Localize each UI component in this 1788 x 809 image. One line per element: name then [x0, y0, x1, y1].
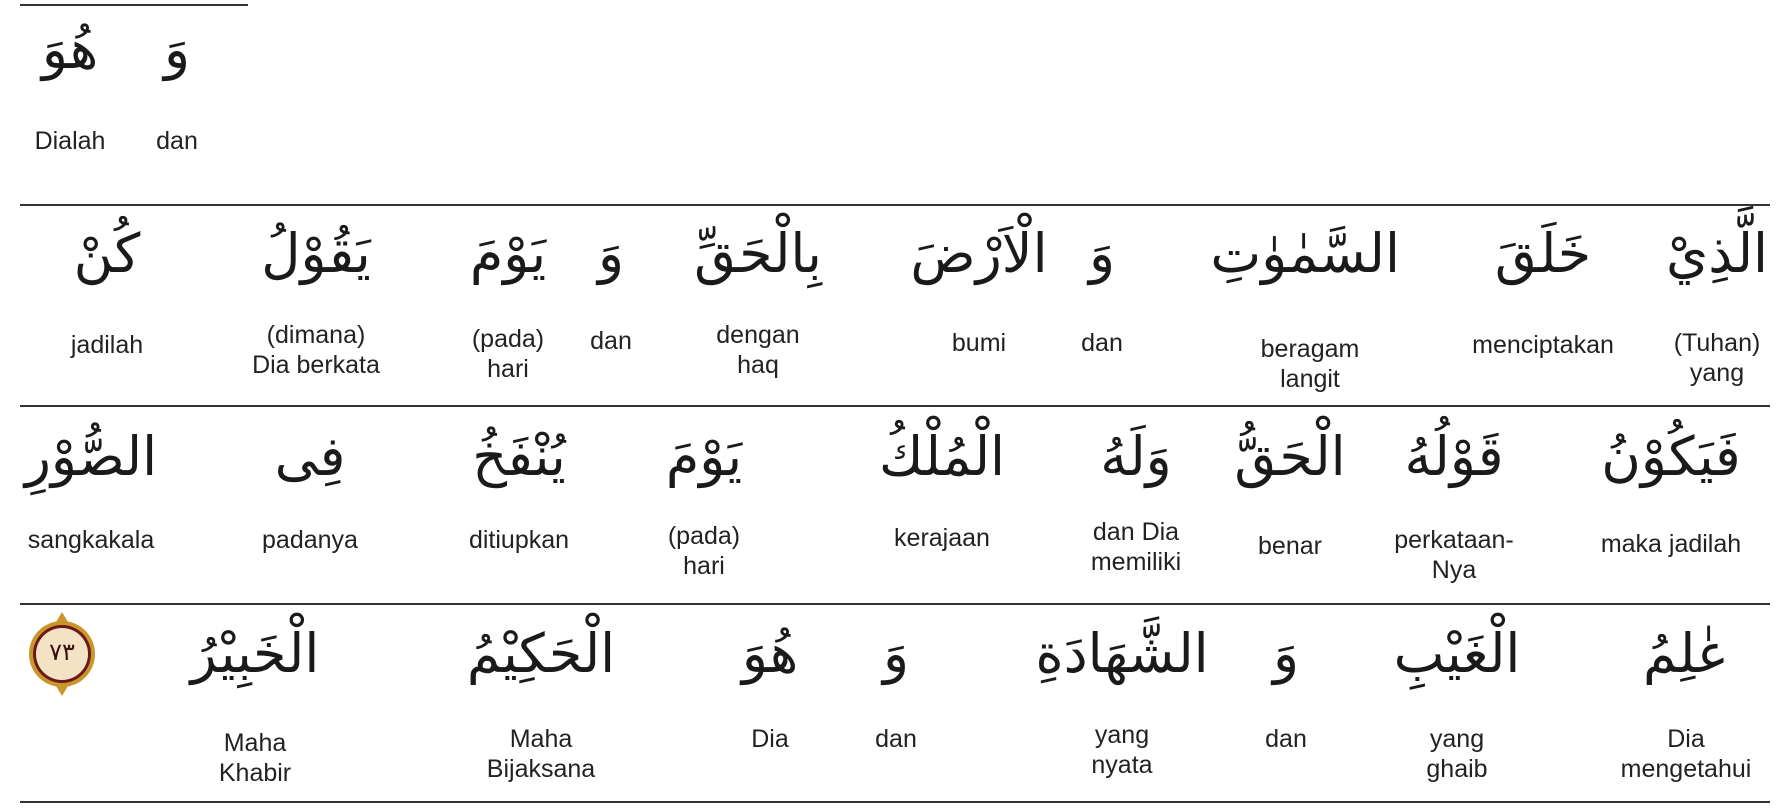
word-block: [429, 425, 609, 554]
word-translation: beragam langit: [1260, 335, 1360, 393]
word-translation: Dialah: [34, 127, 106, 155]
arabic-word: وَ: [1272, 622, 1300, 685]
word-translation: dan: [156, 127, 198, 155]
word-translation: yang ghaib: [1426, 725, 1488, 783]
word-block: [87, 18, 267, 155]
arabic-word: الْغَيْبِ: [1393, 622, 1521, 685]
word-translation: dan Dia memiliki: [1090, 518, 1182, 576]
arabic-word: كُنْ: [73, 222, 141, 285]
arabic-word: يَقُوْلُ: [261, 222, 371, 285]
word-block: [1627, 222, 1788, 387]
word-block: [1196, 622, 1376, 753]
word-translation: dan: [1081, 329, 1123, 357]
word-translation: (Tuhan) yang: [1673, 329, 1761, 387]
word-block: [165, 622, 345, 787]
bottom-rule: [20, 801, 1770, 803]
arabic-word: فِى: [274, 425, 346, 488]
word-block: [1581, 425, 1761, 558]
arabic-word: يَوْمَ: [665, 425, 743, 488]
arabic-word: وَ: [597, 222, 625, 285]
word-translation: menciptakan: [1472, 331, 1614, 359]
word-translation: Dia: [751, 725, 789, 753]
arabic-word: السَّمٰوٰتِ: [1210, 222, 1400, 285]
arabic-word: عٰلِمُ: [1642, 622, 1730, 685]
word-block: [668, 222, 848, 379]
word-block: [1453, 222, 1633, 359]
arabic-word: قَوْلُهُ: [1404, 425, 1504, 488]
word-block: [1364, 425, 1544, 584]
word-block: [451, 622, 631, 783]
arabic-word: الْحَكِيْمُ: [466, 622, 616, 685]
word-translation: dan: [1265, 725, 1307, 753]
arabic-word: خَلَقَ: [1494, 222, 1592, 285]
word-block: [852, 425, 1032, 552]
word-translation: dan: [875, 725, 917, 753]
word-translation: maka jadilah: [1600, 530, 1742, 558]
arabic-word: يُنْفَخُ: [472, 425, 566, 488]
word-block: [220, 425, 400, 554]
arabic-word: بِالْحَقِّ: [694, 222, 822, 285]
word-translation: Maha Bijaksana: [486, 725, 596, 783]
arabic-word: وَ: [163, 18, 191, 81]
arabic-word: الْمُلْكُ: [878, 425, 1006, 488]
word-block: [806, 622, 986, 753]
arabic-word: الْاَرْضَ: [910, 222, 1048, 285]
word-translation: Dia mengetahui: [1620, 725, 1752, 783]
row-divider-3: [20, 603, 1770, 605]
word-block: [614, 425, 794, 580]
word-translation: sangkakala: [27, 526, 155, 554]
arabic-word: الصُّوْرِ: [24, 425, 158, 488]
arabic-word: هُوَ: [741, 622, 799, 685]
word-block: [1200, 425, 1380, 560]
word-translation: yang nyata: [1091, 721, 1153, 779]
word-block: [1046, 425, 1226, 576]
arabic-word: وَ: [1088, 222, 1116, 285]
word-block: [1032, 622, 1212, 779]
word-translation: jadilah: [70, 331, 144, 359]
arabic-word: الْخَبِيْرُ: [190, 622, 320, 685]
top-rule-short: [20, 4, 248, 6]
word-translation: (pada) hari: [471, 325, 545, 383]
ayah-number-marker: [26, 610, 98, 698]
word-block: [226, 222, 406, 379]
word-block: [1367, 622, 1547, 783]
arabic-word: يَوْمَ: [469, 222, 547, 285]
row-divider-2: [20, 405, 1770, 407]
word-translation: padanya: [262, 526, 358, 554]
word-translation: ditiupkan: [468, 526, 570, 554]
ayah-number: ٧٣: [49, 638, 75, 666]
row-divider-1: [20, 204, 1770, 206]
word-translation: (dimana) Dia berkata: [252, 321, 380, 379]
word-translation: dengan haq: [716, 321, 800, 379]
arabic-word: هُوَ: [41, 18, 99, 81]
arabic-word: فَيَكُوْنُ: [1601, 425, 1741, 488]
arabic-word: وَ: [882, 622, 910, 685]
word-translation: perkataan- Nya: [1394, 526, 1514, 584]
word-translation: Maha Khabir: [218, 729, 292, 787]
arabic-word: وَلَهُ: [1100, 425, 1172, 488]
arabic-word: الشَّهَادَةِ: [1035, 622, 1209, 685]
word-block: [1, 425, 181, 554]
word-translation: benar: [1258, 532, 1322, 560]
arabic-word: الْحَقُّ: [1234, 425, 1346, 488]
word-block: [1596, 622, 1776, 783]
arabic-word: الَّذِيْ: [1665, 222, 1769, 285]
word-translation: bumi: [951, 329, 1007, 357]
word-translation: kerajaan: [894, 524, 990, 552]
word-block: [1210, 222, 1400, 393]
word-block: [1012, 222, 1192, 357]
word-block: [17, 222, 197, 359]
word-translation: (pada) hari: [667, 522, 741, 580]
word-translation: dan: [590, 327, 632, 355]
